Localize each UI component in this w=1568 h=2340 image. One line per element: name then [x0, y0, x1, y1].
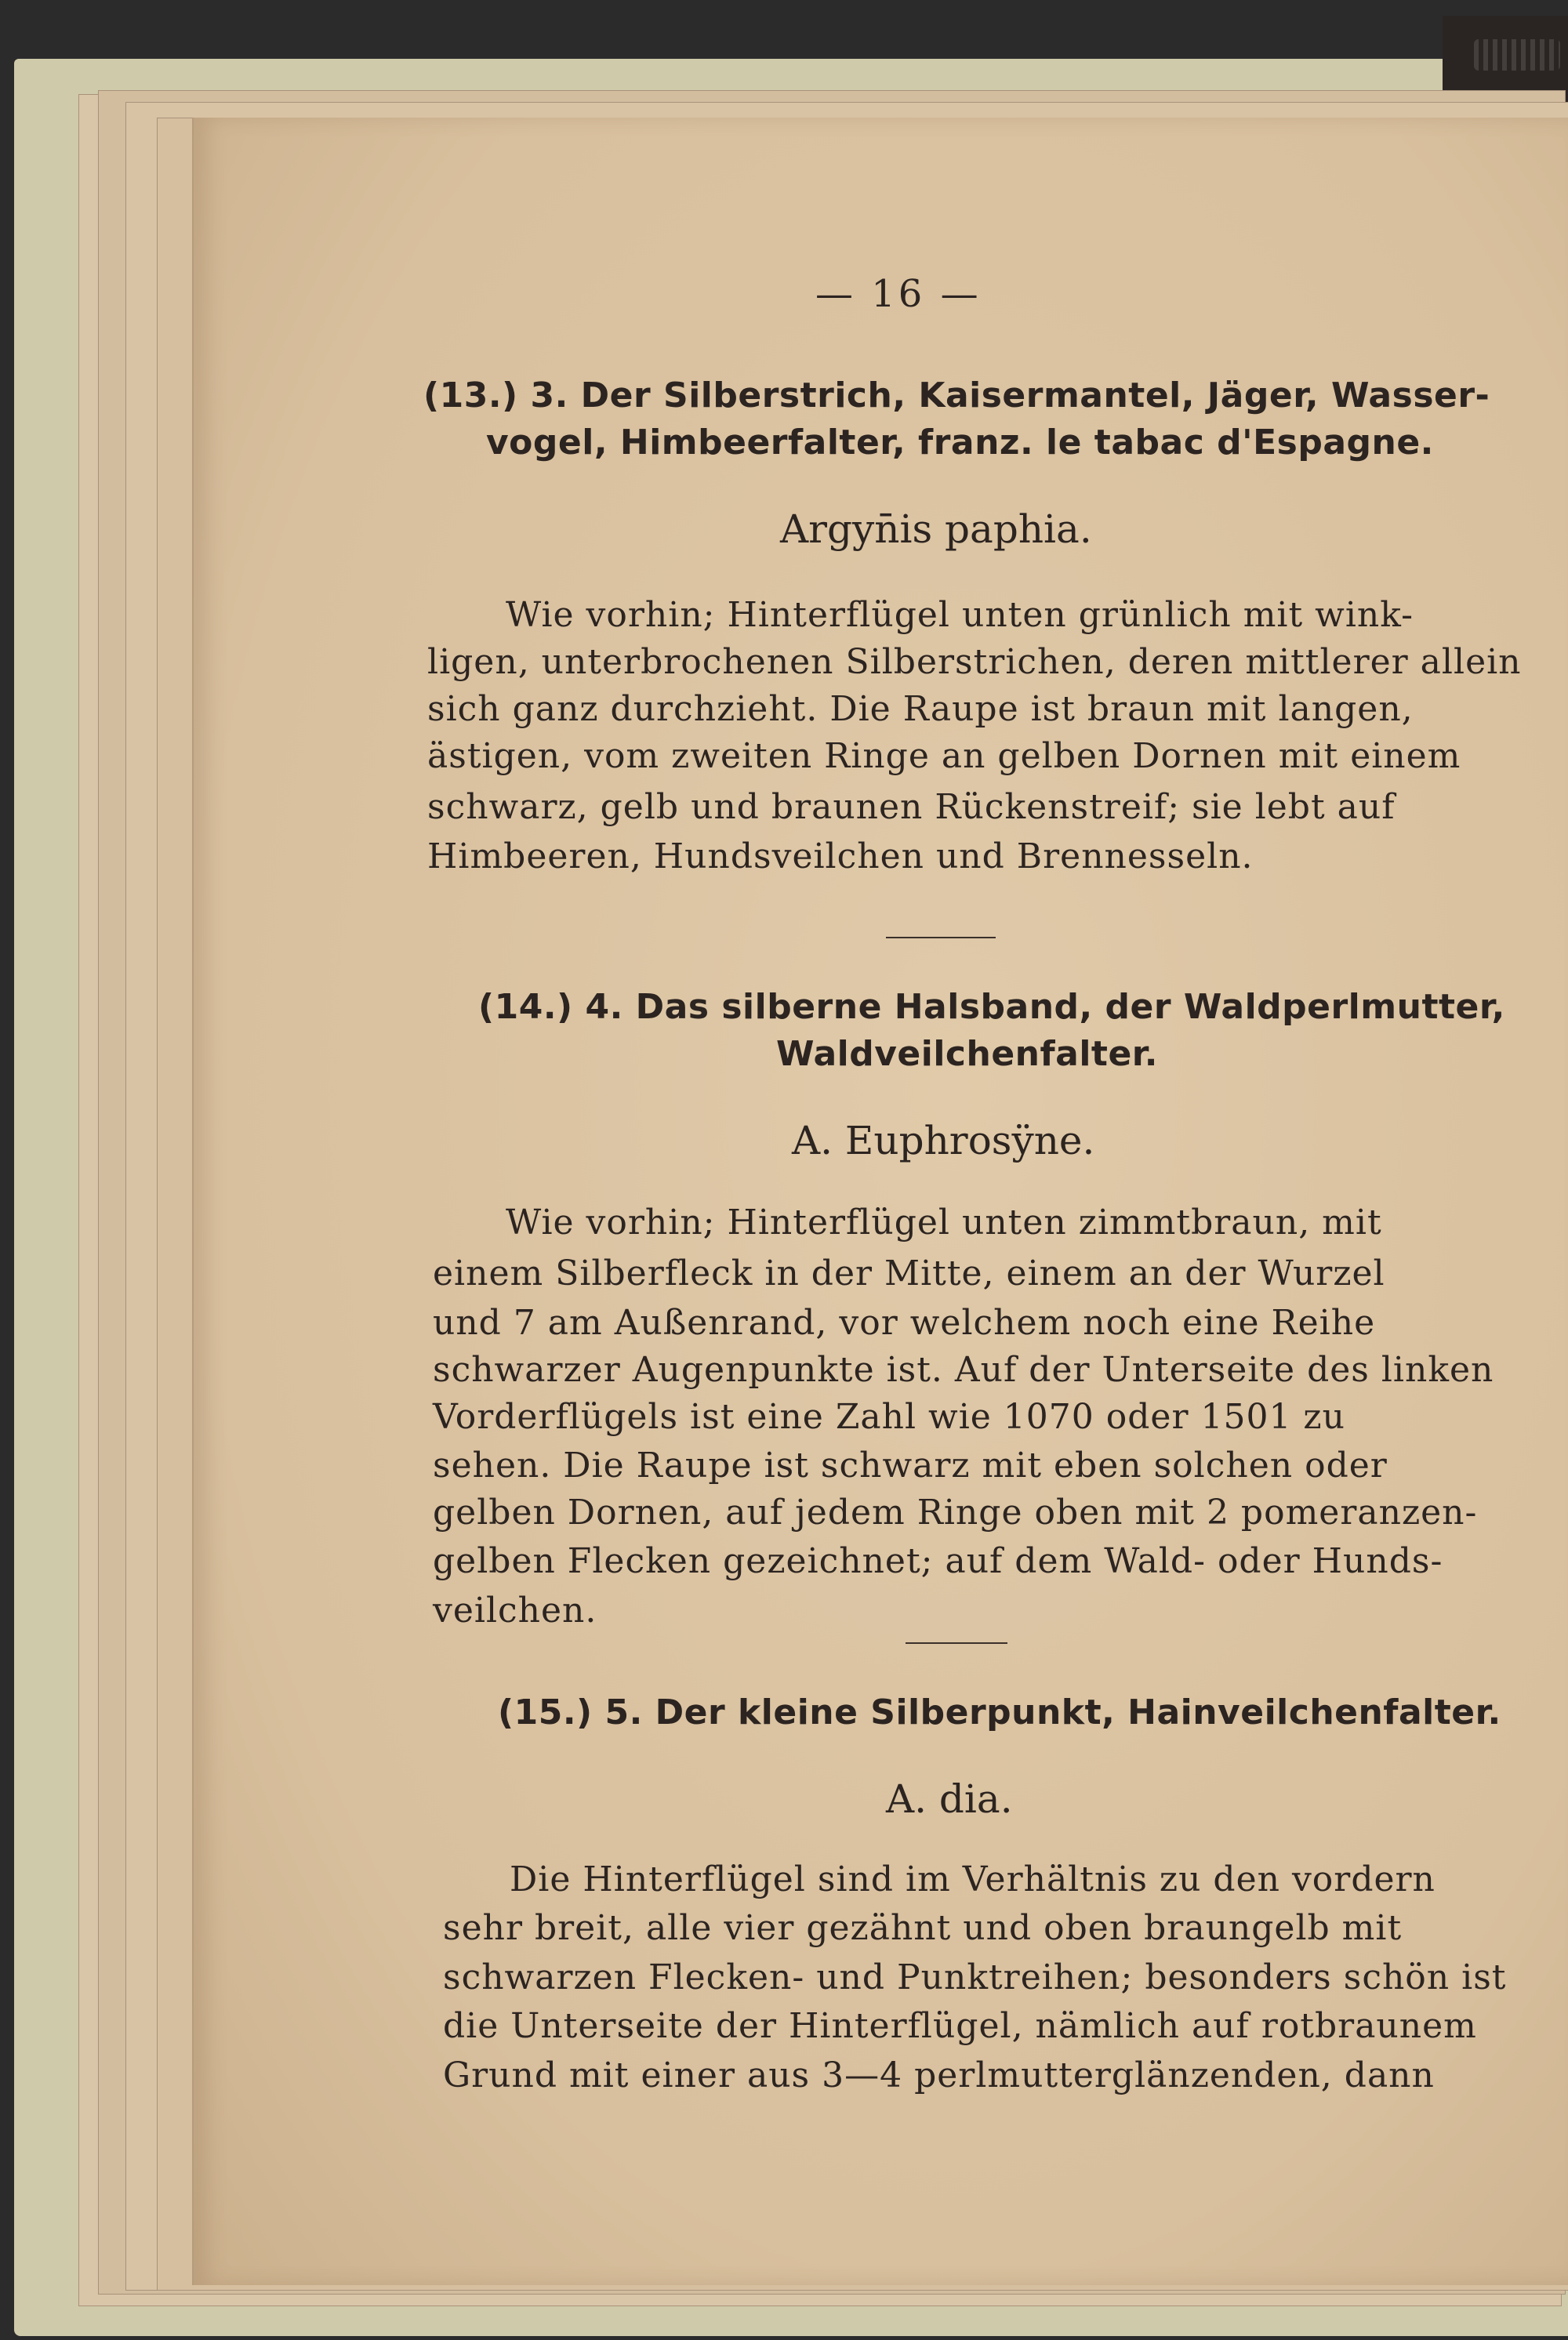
section-heading: Waldveilchenfalter.	[776, 1034, 1158, 1074]
body-line: sehen. Die Raupe ist schwarz mit eben solchen oder	[433, 1446, 1388, 1486]
body-line: und 7 am Außenrand, vor welchem noch eine Reihe	[433, 1303, 1376, 1343]
body-line: ligen, unterbrochenen Silberstrichen, deren mittlerer allein	[427, 642, 1522, 682]
body-line: sehr breit, alle vier gezähnt und oben braungelb mit	[443, 1908, 1403, 1948]
body-line: Vorderflügels ist eine Zahl wie 1070 oder 1501 zu	[433, 1397, 1345, 1437]
body-line: einem Silberfleck in der Mitte, einem an der Wurzel	[433, 1253, 1385, 1293]
body-line: schwarz, gelb und braunen Rückenstreif; sie lebt auf	[427, 787, 1396, 827]
body-line: schwarzer Augenpunkte ist. Auf der Unterseite des linken	[433, 1350, 1494, 1390]
body-line: schwarzen Flecken- und Punktreihen; besonders schön ist	[443, 1957, 1507, 1997]
body-line: gelben Dornen, auf jedem Ringe oben mit 2 pomeranzen-	[433, 1493, 1478, 1533]
latin-name: A. dia.	[886, 1776, 1013, 1822]
latin-name: A. Euphrosÿne.	[792, 1118, 1095, 1163]
body-line: Wie vorhin; Hinterflügel unten grünlich mit wink-	[506, 595, 1414, 635]
body-line: Grund mit einer aus 3—4 perlmutterglänzenden, dann	[443, 2055, 1435, 2095]
body-line: gelben Flecken gezeichnet; auf dem Wald- oder Hunds-	[433, 1541, 1443, 1581]
section-heading: vogel, Himbeerfalter, franz. le tabac d'Espagne.	[486, 423, 1434, 463]
section-heading: (13.) 3. Der Silberstrich, Kaisermantel, Jäger, Wasser-	[423, 375, 1490, 415]
latin-name: Argyn̄is paphia.	[780, 506, 1092, 552]
body-line: veilchen.	[433, 1591, 597, 1631]
body-line: die Unterseite der Hinterflügel, nämlich auf rotbraunem	[443, 2006, 1477, 2046]
spine-ornament	[1474, 39, 1560, 71]
body-line: Wie vorhin; Hinterflügel unten zimmtbraun, mit	[506, 1203, 1382, 1243]
body-line: Die Hinterflügel sind im Verhältnis zu den vordern	[510, 1859, 1436, 1899]
section-heading: (14.) 4. Das silberne Halsband, der Waldperlmutter,	[478, 987, 1505, 1027]
section-divider	[886, 937, 996, 938]
section-heading: (15.) 5. Der kleine Silberpunkt, Hainveilchenfalter.	[498, 1692, 1501, 1732]
body-line: ästigen, vom zweiten Ringe an gelben Dornen mit einem	[427, 736, 1461, 776]
section-divider	[906, 1642, 1007, 1644]
body-line: Himbeeren, Hundsveilchen und Brennesseln.	[427, 836, 1254, 876]
page-number: — 16 —	[815, 272, 982, 316]
body-line: sich ganz durchzieht. Die Raupe ist braun mit langen,	[427, 689, 1414, 729]
